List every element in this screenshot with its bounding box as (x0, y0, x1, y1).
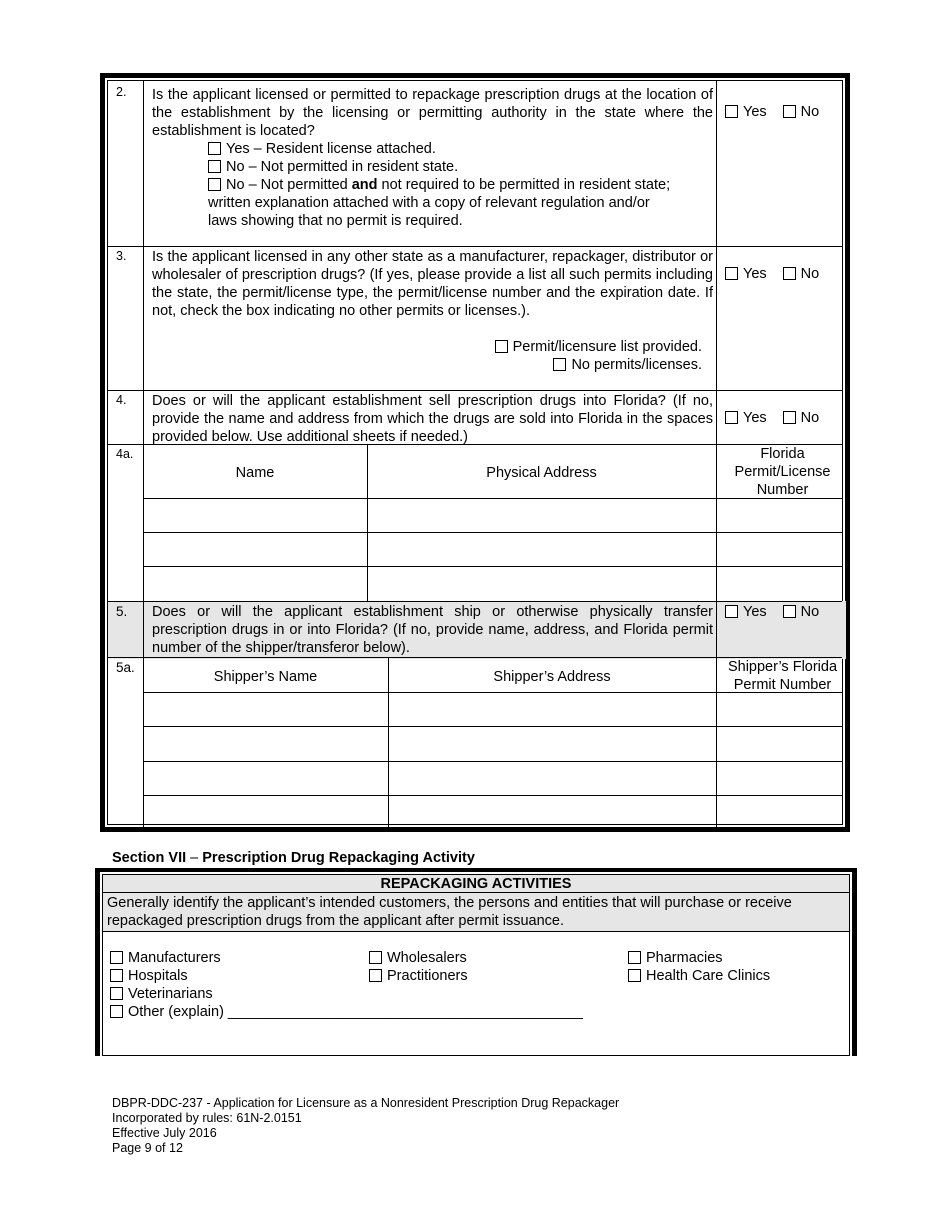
manufacturers-checkbox[interactable] (110, 951, 123, 964)
q5a-row2-line (143, 761, 842, 762)
q4-yes-no (725, 410, 819, 426)
q3-number: 3. (116, 249, 127, 263)
q3-no-checkbox[interactable] (783, 267, 796, 280)
q4-yes-label: Yes (743, 410, 767, 426)
q5a-col-address: Shipper’s Address (493, 669, 611, 685)
q5a-col-name: Shipper’s Name (213, 669, 318, 685)
wholesalers-label: Wholesalers (387, 950, 467, 966)
veterinarians-label: Veterinarians (128, 986, 213, 1002)
q2-no-label: No (800, 104, 820, 120)
section7-title-dash: – (186, 850, 203, 866)
q2-question: Is the applicant licensed or permitted to repackage prescription drugs at the location of the establishment by the licensing or permitting authority in the state where the establishment is located? (152, 87, 713, 139)
q4a-row1-permit-cell[interactable] (717, 499, 846, 532)
other-label: Other (explain) ____________________________________________ (128, 1004, 583, 1020)
q3-yes-label: Yes (743, 266, 767, 282)
q4-question: Does or will the applicant establishment sell prescription drugs into Florida? (If no, provide the name and address from which the drugs are sold into Florida in the spaces provided below. Use additional sheets if needed.) (152, 393, 713, 445)
q5a-row3-line (143, 795, 842, 796)
q3-option1-label: Permit/licensure list provided. (512, 339, 702, 355)
q5-no-checkbox[interactable] (783, 605, 796, 618)
health-care-clinics-checkbox[interactable] (628, 969, 641, 982)
option-veterinarians[interactable] (110, 985, 213, 1003)
q2-option1-label: Yes – Resident license attached. (226, 141, 436, 157)
q2-option-not-required[interactable] (208, 176, 670, 194)
questions-table (100, 73, 850, 832)
option-health-care-clinics[interactable] (628, 967, 770, 985)
questions-table-inner (107, 80, 843, 825)
option-wholesalers[interactable] (369, 949, 467, 967)
section7-title-part1: Section VII (112, 850, 187, 866)
option-hospitals[interactable] (110, 967, 188, 985)
q2-option3-line2: written explanation attached with a copy of relevant regulation and/or (208, 195, 650, 211)
q5a-row1-address-cell[interactable] (389, 693, 716, 726)
q5-yes-label: Yes (743, 604, 767, 620)
q3-option-list-provided[interactable] (495, 338, 702, 356)
q2-option2-checkbox[interactable] (208, 160, 221, 173)
q2-bottom-line (108, 246, 842, 247)
q3-option2-checkbox[interactable] (553, 358, 566, 371)
practitioners-checkbox[interactable] (369, 969, 382, 982)
q5a-row1-line (143, 726, 842, 727)
q2-option3-label-a: No – Not permitted (226, 177, 352, 193)
hospitals-checkbox[interactable] (110, 969, 123, 982)
q2-option3-line3: laws showing that no permit is required. (208, 213, 463, 229)
q2-option3-bold: and (351, 177, 378, 193)
q2-option-resident-license[interactable] (208, 140, 436, 158)
q3-bottom-line (108, 390, 842, 391)
q5-number: 5. (116, 604, 128, 619)
section7-title-part2: Prescription Drug Repackaging Activity (202, 850, 475, 866)
q4a-row1-address-cell[interactable] (368, 499, 716, 532)
q4a-row2-line (143, 566, 842, 567)
q4-no-label: No (800, 410, 820, 426)
practitioners-label: Practitioners (387, 968, 468, 984)
pharmacies-label: Pharmacies (646, 950, 723, 966)
q4a-number: 4a. (116, 447, 134, 461)
q5a-row1-name-cell[interactable] (144, 693, 388, 726)
other-checkbox[interactable] (110, 1005, 123, 1018)
q5-yes-no (725, 604, 819, 620)
q5-no-label: No (800, 604, 820, 620)
hospitals-label: Hospitals (128, 968, 188, 984)
pharmacies-checkbox[interactable] (628, 951, 641, 964)
q5-yes-checkbox[interactable] (725, 605, 738, 618)
q2-option3-label-b: not required to be permitted in resident state; (377, 177, 671, 193)
option-manufacturers[interactable] (110, 949, 221, 967)
repackaging-activities-inner (102, 874, 850, 1056)
q2-no-checkbox[interactable] (783, 105, 796, 118)
q3-yes-checkbox[interactable] (725, 267, 738, 280)
q3-yes-no (725, 266, 819, 282)
q3-option1-checkbox[interactable] (495, 340, 508, 353)
repackaging-instructions: Generally identify the applicant’s intended customers, the persons and entities that will purchase or receive repackaged prescription drugs from the applicant after permit issuance. (107, 895, 792, 929)
footer-form-title: DBPR-DDC-237 - Application for Licensure as a Nonresident Prescription Drug Repackager (112, 1096, 620, 1110)
option-pharmacies[interactable] (628, 949, 723, 967)
veterinarians-checkbox[interactable] (110, 987, 123, 1000)
page-footer (112, 1096, 619, 1156)
footer-effective-date: Effective July 2016 (112, 1126, 217, 1140)
q2-yes-checkbox[interactable] (725, 105, 738, 118)
footer-rules: Incorporated by rules: 61N-2.0151 (112, 1111, 302, 1125)
repackaging-header: REPACKAGING ACTIVITIES (380, 876, 572, 892)
q3-option-no-permits[interactable] (553, 356, 702, 374)
q4-yes-checkbox[interactable] (725, 411, 738, 424)
q4a-row1-name-cell[interactable] (144, 499, 367, 532)
q4-no-checkbox[interactable] (783, 411, 796, 424)
q5a-number: 5a. (116, 660, 135, 675)
option-practitioners[interactable] (369, 967, 468, 985)
repackaging-activities-table (95, 868, 857, 1056)
q2-number: 2. (116, 85, 127, 99)
q2-yes-no (725, 104, 819, 120)
option-other[interactable] (110, 1003, 583, 1021)
q3-option2-label: No permits/licenses. (571, 357, 702, 373)
footer-page-number: Page 9 of 12 (112, 1141, 183, 1155)
health-care-clinics-label: Health Care Clinics (646, 968, 771, 984)
q4a-bottom-line (108, 601, 842, 602)
q2-option1-checkbox[interactable] (208, 142, 221, 155)
q5-question: Does or will the applicant establishment ship or otherwise physically transfer prescription drugs in or into Florida? (If no, provide name, address, and Florida permit number of the shipper/transferor below). (152, 604, 713, 656)
q4a-col-address: Physical Address (486, 465, 597, 481)
q4a-col-name: Name (235, 465, 275, 481)
q3-question: Is the applicant licensed in any other state as a manufacturer, repackager, distributor or wholesaler of prescription drugs? (If yes, please provide a list all such permits including the state, the permit/license type, the permit/license number and the expiration date. If not, check the box indicating no other permits or licenses.). (152, 249, 713, 319)
q4a-col-permit: Florida Permit/License Number (734, 446, 831, 498)
wholesalers-checkbox[interactable] (369, 951, 382, 964)
repackaging-instructions-line (103, 931, 849, 932)
q4a-row1-line (143, 532, 842, 533)
manufacturers-label: Manufacturers (128, 950, 221, 966)
q4-number: 4. (116, 393, 127, 407)
q5a-row1-permit-cell[interactable] (717, 693, 846, 726)
q2-option3-checkbox[interactable] (208, 178, 221, 191)
q2-option-not-permitted[interactable] (208, 158, 458, 176)
q3-no-label: No (800, 266, 820, 282)
section7-title (112, 850, 475, 866)
q2-option2-label: No – Not permitted in resident state. (226, 159, 459, 175)
repackaging-bottom-line (103, 1055, 849, 1056)
q5a-col-permit: Shipper’s Florida Permit Number (727, 659, 838, 693)
q2-yes-label: Yes (743, 104, 767, 120)
